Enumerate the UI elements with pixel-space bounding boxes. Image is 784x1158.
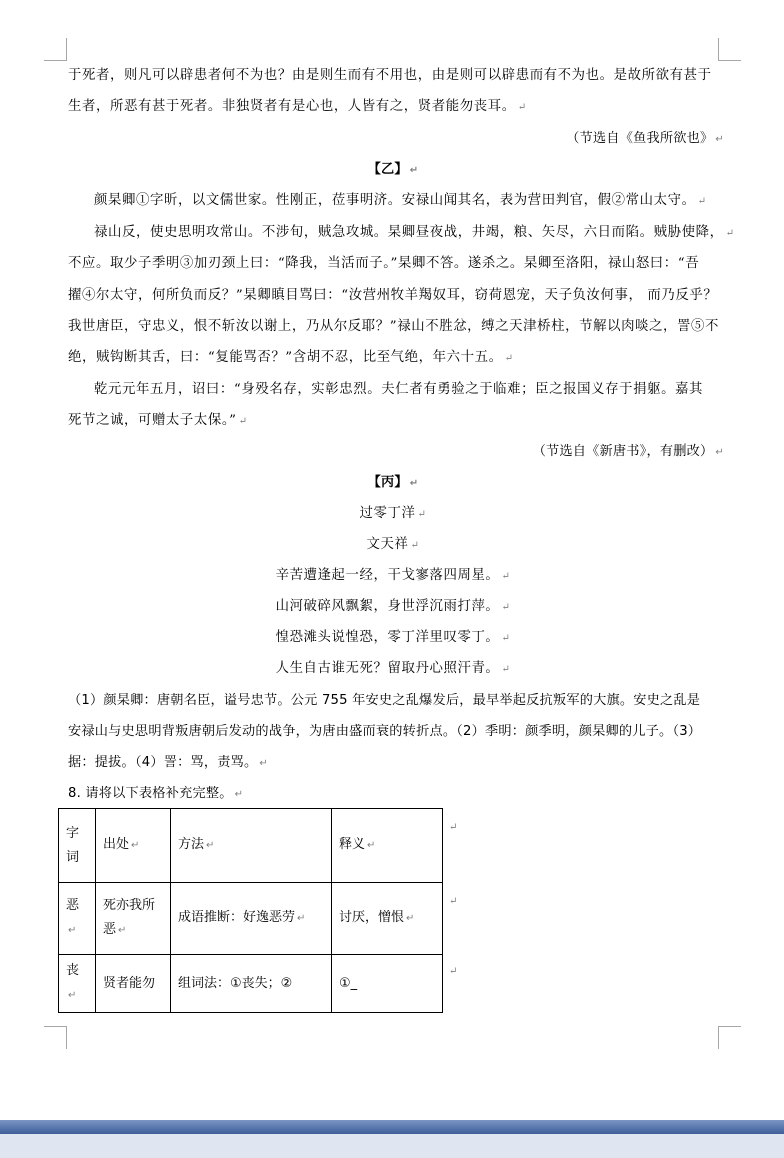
window-bottom-strip — [0, 1134, 784, 1158]
page-corner-bottom-right — [718, 1026, 741, 1049]
poem-verse: 惶恐滩头说惶恐，零丁洋里叹零丁。 ↵ — [275, 630, 511, 645]
jia-line-2: 生者，所恶有甚于死者。非独贤者有是心也，人皆有之，贤者能勿丧耳。 ↵ — [68, 99, 527, 114]
poem-author: 文天祥 ↵ — [366, 537, 420, 552]
bing-heading: 【丙】 ↵ — [367, 475, 419, 490]
yi-para-3-line-1: 乾元元年五月，诏曰：“身殁名存，实彰忠烈。夫仁者有勇验之于临难；臣之报国义存于捐躯。嘉其 — [94, 382, 704, 397]
page-corner-top-left — [44, 38, 67, 61]
row-end-mark: ↵ — [449, 966, 458, 977]
question-label: 8. 请将以下表格补充完整。 ↵ — [68, 786, 244, 801]
poem-title: 过零丁洋 ↵ — [359, 506, 427, 521]
poem-verse: 辛苦遭逢起一经，干戈寥落四周星。 ↵ — [275, 568, 511, 583]
poem-verse: 人生自古谁无死？留取丹心照汗青。 ↵ — [275, 661, 511, 676]
table-header-cell: 出处 ↵ — [96, 809, 171, 883]
table-header-cell: 释义 ↵ — [332, 809, 443, 883]
table-cell: 贤者能勿 — [96, 955, 171, 1013]
yi-para-2-line-4: 我世唐臣，守忠义，恨不斩汝以谢上，乃从尔反耶？”禄山不胜忿，缚之天津桥柱，节解以肉啖之，詈⑤不 — [68, 319, 720, 334]
yi-source: （节选自《新唐书》，有删改） ↵ — [532, 444, 724, 459]
table-row — [59, 955, 443, 1013]
notes-line-3: 据：提拔。（4）詈：骂，责骂。 ↵ — [68, 755, 269, 770]
table-cell: 丧↵ — [59, 955, 96, 1013]
table-cell: 死亦我所恶 ↵ — [96, 883, 171, 955]
table-header-cell: 方法 ↵ — [171, 809, 332, 883]
yi-para-2-line-3: 擢④尔太守，何所负而反？”杲卿瞋目骂曰：“汝营州牧羊羯奴耳，窃荷恩宠，天子负汝何事， 而乃反乎？ — [68, 288, 718, 303]
table-row — [59, 809, 443, 883]
jia-source: （节选自《鱼我所欲也》 ↵ — [566, 131, 724, 146]
yi-para-2-line-1: 禄山反，使史思明攻常山。不涉旬，贼急攻城。杲卿昼夜战，井竭，粮、矢尽，六日而陷。贼胁使降， ↵ — [94, 225, 735, 240]
table-cell: 恶↵ — [59, 883, 96, 955]
notes-line-2: 安禄山与史思明背叛唐朝后发动的战争，为唐由盛而衰的转折点。（2）季明：颜季明，颜杲卿的儿子。（3） — [68, 724, 702, 739]
notes-line-1: （1）颜杲卿：唐朝名臣，谥号忠节。公元 755 年安史之乱爆发后，最早举起反抗叛军的大旗。安史之乱是 — [68, 693, 701, 708]
yi-para-2-line-2: 不应。取少子季明③加刃颈上曰：“降我，当活而子。”杲卿不答。遂杀之。杲卿至洛阳，禄山怒曰：“吾 — [68, 256, 700, 271]
yi-heading: 【乙】 ↵ — [367, 162, 419, 177]
page-corner-top-right — [718, 38, 741, 61]
table-row — [59, 883, 443, 955]
table-cell: 成语推断：好逸恶劳 ↵ — [171, 883, 332, 955]
row-end-mark: ↵ — [449, 822, 458, 833]
poem-verse: 山河破碎风飘絮，身世浮沉雨打萍。 ↵ — [275, 599, 511, 614]
page-corner-bottom-left — [44, 1026, 67, 1049]
table-cell: ①_ — [332, 955, 443, 1013]
yi-para-3-line-2: 死节之诚，可赠太子太保。” ↵ — [68, 413, 248, 428]
row-end-mark: ↵ — [449, 896, 458, 907]
table-cell: 组词法：①丧失；② — [171, 955, 332, 1013]
table-cell: 讨厌，憎恨 ↵ — [332, 883, 443, 955]
answer-table — [58, 808, 443, 1013]
jia-line-1: 于死者，则凡可以辟患者何不为也？由是则生而有不用也，由是则可以辟患而有不为也。是故所欲有甚于 — [68, 68, 712, 83]
yi-para-1: 颜杲卿①字昕，以文儒世家。性刚正，莅事明济。安禄山闻其名，表为营田判官，假②常山太守。 ↵ — [94, 193, 707, 208]
window-bottom-bar — [0, 1120, 784, 1134]
table-header-cell: 字词 — [59, 809, 96, 883]
yi-para-2-line-5: 绝，贼钩断其舌，曰：“复能骂否？”含胡不忍，比至气绝，年六十五。 ↵ — [68, 350, 514, 365]
